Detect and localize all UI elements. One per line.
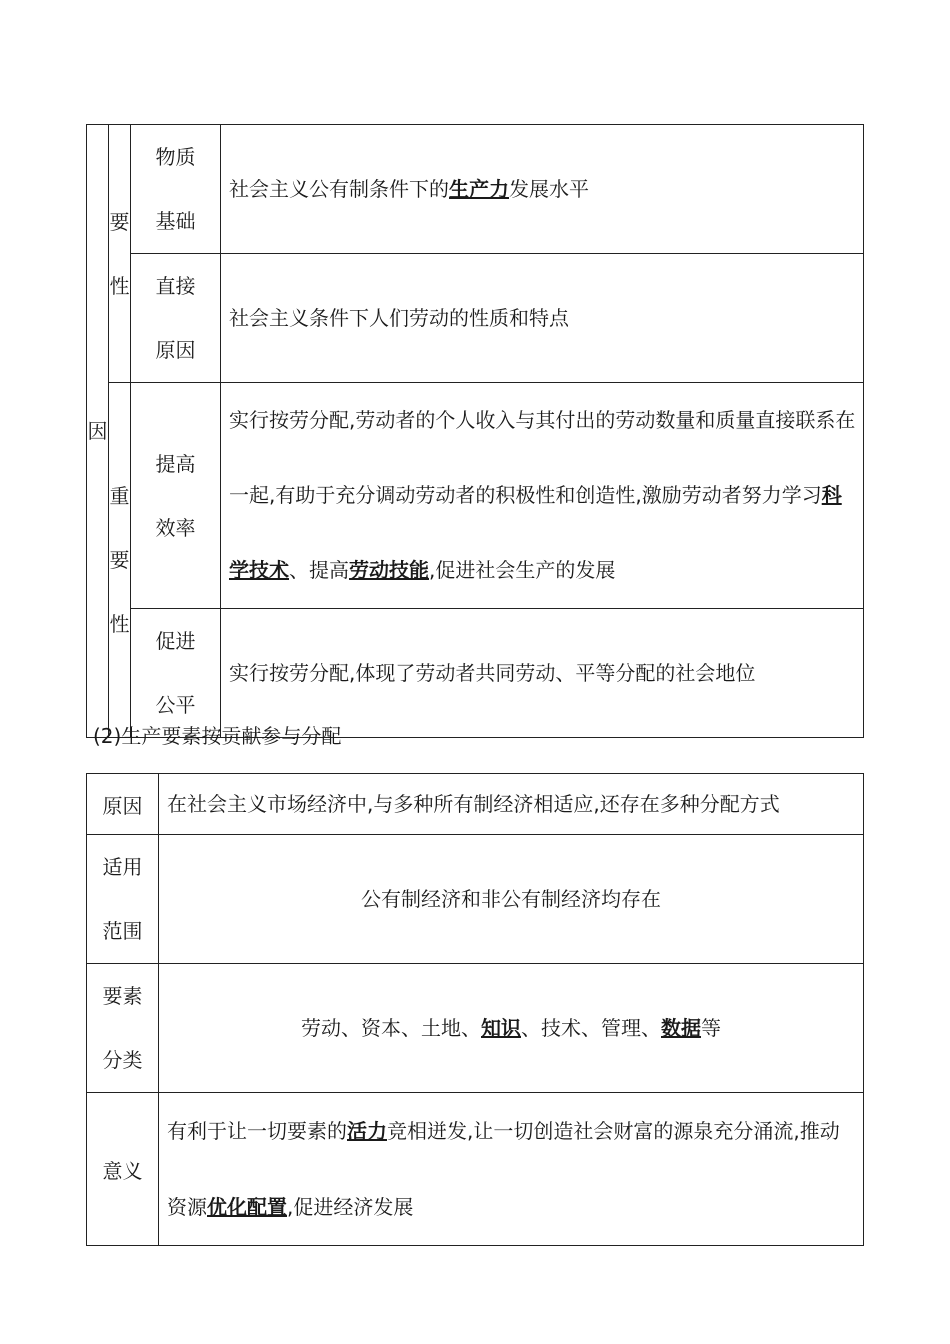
group1-char: 要	[109, 209, 130, 234]
row-label-line: 基础	[155, 209, 196, 233]
keyword: 优化配置	[207, 1195, 287, 1219]
content-scope: 公有制经济和非公有制经济均存在	[159, 835, 864, 964]
row-label-line: 公平	[155, 693, 196, 717]
keyword: 知识	[481, 1016, 521, 1040]
keyword: 科学技术	[229, 483, 842, 582]
row-label-line: 分类	[102, 1048, 143, 1072]
group2-label-cell	[109, 383, 131, 738]
text-segment: 竞相迸发,让一切创造社会财富的源泉充分涌流,推动资源	[167, 1119, 840, 1219]
keyword: 生产力	[449, 177, 509, 201]
row-label-line: 适用	[102, 855, 143, 879]
outer-label: 因	[87, 419, 108, 443]
text-segment: 实行按劳分配,劳动者的个人收入与其付出的劳动数量和质量直接联系在一起,有助于充分调动劳动者的积极性和创造性,激励劳动者努力学习	[229, 408, 856, 507]
content-material-basis	[221, 125, 864, 254]
row-label-line: 直接	[155, 274, 196, 298]
text-segment: 发展水平	[509, 177, 589, 201]
text-segment: 社会主义公有制条件下的	[229, 177, 449, 201]
text-segment: 、技术、管理、	[521, 1016, 661, 1040]
outer-label-cell	[87, 125, 109, 738]
row-label-significance: 意义	[87, 1093, 159, 1246]
group2-char: 性	[109, 612, 130, 636]
keyword: 数据	[661, 1016, 701, 1040]
row-label-fairness	[131, 609, 221, 738]
content-fairness: 实行按劳分配,体现了劳动者共同劳动、平等分配的社会地位	[221, 609, 864, 738]
content-reason: 在社会主义市场经济中,与多种所有制经济相适应,还存在多种分配方式	[159, 774, 864, 835]
content-factor-types	[159, 964, 864, 1093]
row-label-line: 物质	[155, 145, 196, 169]
row-label-line: 促进	[155, 629, 196, 653]
row-label-efficiency	[131, 383, 221, 609]
row-label-line: 提高	[155, 451, 196, 476]
row-label-material-basis	[131, 125, 221, 254]
group1-char: 性	[109, 273, 130, 298]
text-segment: ,促进经济发展	[287, 1195, 414, 1219]
row-label-reason: 原因	[87, 774, 159, 835]
content-direct-cause: 社会主义条件下人们劳动的性质和特点	[221, 254, 864, 383]
group1-label-cell	[109, 125, 131, 383]
row-label-direct-cause	[131, 254, 221, 383]
row-label-line: 效率	[155, 515, 196, 540]
row-label-factor-types	[87, 964, 159, 1093]
row-label-line: 原因	[155, 338, 196, 362]
content-efficiency	[221, 383, 864, 609]
group2-char: 要	[109, 548, 130, 572]
row-label-line: 要素	[102, 984, 143, 1008]
row-label-line: 范围	[102, 919, 143, 943]
keyword: 劳动技能	[349, 558, 429, 582]
text-segment: 劳动、资本、土地、	[301, 1016, 481, 1040]
text-segment: ,促进社会生产的发展	[429, 558, 616, 582]
keyword: 活力	[347, 1119, 387, 1143]
content-significance	[159, 1093, 864, 1246]
text-segment: 、提高	[289, 558, 349, 582]
group2-char: 重	[109, 484, 130, 508]
distribution-principle-table	[86, 124, 864, 738]
section-caption: (2)生产要素按贡献参与分配	[93, 724, 342, 748]
factor-distribution-table	[86, 773, 864, 1246]
text-segment: 等	[701, 1016, 721, 1040]
row-label-scope	[87, 835, 159, 964]
text-segment: 有利于让一切要素的	[167, 1119, 347, 1143]
